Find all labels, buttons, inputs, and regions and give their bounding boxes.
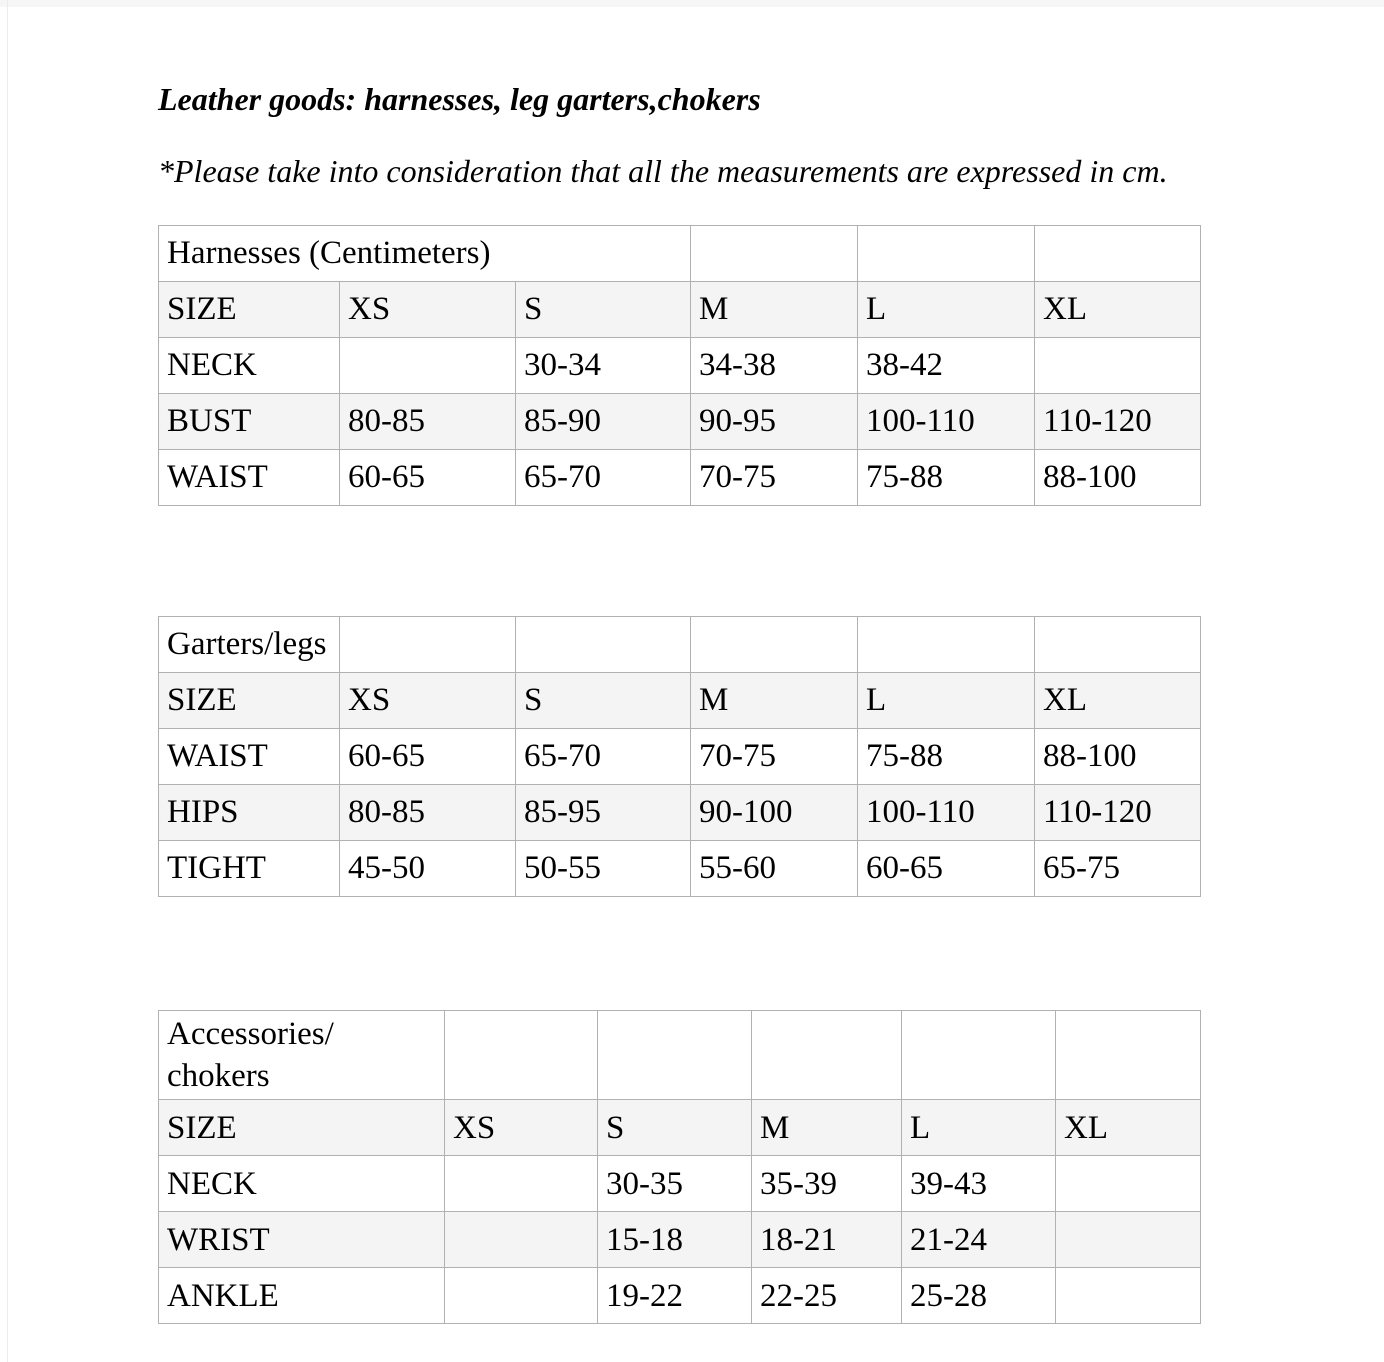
table-row [159, 729, 1201, 785]
measurement-cell: 85-90 [516, 394, 691, 450]
size-header-cell: SIZE [159, 282, 340, 338]
measurement-cell: 65-70 [516, 729, 691, 785]
measurement-cell: 30-34 [516, 338, 691, 394]
measurement-cell: 65-75 [1035, 841, 1201, 897]
page-top-band [0, 0, 1384, 7]
table-row [159, 282, 1201, 338]
measurement-cell [445, 1268, 598, 1324]
table-caption: Garters/legs [159, 617, 340, 673]
size-header-cell: XL [1035, 282, 1201, 338]
table-row [159, 1011, 1201, 1100]
row-label: NECK [159, 1156, 445, 1212]
measurement-cell: 18-21 [752, 1212, 902, 1268]
measurement-cell: 100-110 [858, 785, 1035, 841]
empty-cell [902, 1011, 1056, 1100]
size-header-cell: XL [1035, 673, 1201, 729]
measurement-cell: 70-75 [691, 729, 858, 785]
measurement-cell: 30-35 [598, 1156, 752, 1212]
garters-table [158, 616, 1201, 897]
empty-cell [1035, 226, 1201, 282]
measurement-cell: 110-120 [1035, 785, 1201, 841]
measurement-cell: 75-88 [858, 729, 1035, 785]
measurement-cell: 25-28 [902, 1268, 1056, 1324]
accessories-table [158, 1010, 1201, 1324]
table-row [159, 1268, 1201, 1324]
measurement-cell [1056, 1268, 1201, 1324]
size-header-cell: M [691, 673, 858, 729]
measurement-cell: 100-110 [858, 394, 1035, 450]
harnesses-table [158, 225, 1201, 506]
measurement-cell: 88-100 [1035, 450, 1201, 506]
measurement-cell: 60-65 [340, 450, 516, 506]
empty-cell [340, 617, 516, 673]
measurements-note: *Please take into consideration that all the measurements are expressed in cm. [158, 153, 1168, 189]
measurement-cell: 88-100 [1035, 729, 1201, 785]
row-label: HIPS [159, 785, 340, 841]
measurement-cell: 38-42 [858, 338, 1035, 394]
empty-cell [516, 617, 691, 673]
size-header-cell: SIZE [159, 1100, 445, 1156]
measurement-cell: 50-55 [516, 841, 691, 897]
empty-cell [445, 1011, 598, 1100]
row-label: NECK [159, 338, 340, 394]
size-header-cell: XS [340, 673, 516, 729]
page-title: Leather goods: harnesses, leg garters,chokers [158, 81, 761, 117]
measurement-cell [445, 1156, 598, 1212]
table-caption [159, 1011, 445, 1100]
table-row [159, 617, 1201, 673]
size-header-cell: M [752, 1100, 902, 1156]
measurement-cell: 55-60 [691, 841, 858, 897]
measurement-cell: 90-95 [691, 394, 858, 450]
measurement-cell [340, 338, 516, 394]
table-caption-line: chokers [167, 1058, 270, 1095]
table-row [159, 673, 1201, 729]
size-header-cell: XS [445, 1100, 598, 1156]
measurement-cell: 80-85 [340, 394, 516, 450]
table-caption-line: Accessories/ [167, 1016, 334, 1052]
measurement-cell: 75-88 [858, 450, 1035, 506]
measurement-cell: 60-65 [340, 729, 516, 785]
empty-cell [691, 226, 858, 282]
empty-cell [858, 617, 1035, 673]
empty-cell [858, 226, 1035, 282]
empty-cell [691, 617, 858, 673]
row-label: WAIST [159, 729, 340, 785]
size-header-cell: SIZE [159, 673, 340, 729]
measurement-cell [1035, 338, 1201, 394]
measurement-cell: 70-75 [691, 450, 858, 506]
table-row [159, 1100, 1201, 1156]
measurement-cell: 110-120 [1035, 394, 1201, 450]
size-header-cell: XS [340, 282, 516, 338]
measurement-cell [445, 1212, 598, 1268]
table-row [159, 226, 1201, 282]
measurement-cell: 45-50 [340, 841, 516, 897]
row-label: TIGHT [159, 841, 340, 897]
size-header-cell: XL [1056, 1100, 1201, 1156]
size-header-cell: L [858, 282, 1035, 338]
row-label: WAIST [159, 450, 340, 506]
size-header-cell: S [598, 1100, 752, 1156]
size-header-cell: L [902, 1100, 1056, 1156]
table-row [159, 841, 1201, 897]
measurement-cell [1056, 1212, 1201, 1268]
measurement-cell [1056, 1156, 1201, 1212]
table-row [159, 450, 1201, 506]
empty-cell [1035, 617, 1201, 673]
measurement-cell: 22-25 [752, 1268, 902, 1324]
size-header-cell: S [516, 282, 691, 338]
measurement-cell: 19-22 [598, 1268, 752, 1324]
measurement-cell: 15-18 [598, 1212, 752, 1268]
table-row [159, 394, 1201, 450]
measurement-cell: 35-39 [752, 1156, 902, 1212]
measurement-cell: 85-95 [516, 785, 691, 841]
measurement-cell: 21-24 [902, 1212, 1056, 1268]
empty-cell [752, 1011, 902, 1100]
measurement-cell: 90-100 [691, 785, 858, 841]
empty-cell [598, 1011, 752, 1100]
size-header-cell: S [516, 673, 691, 729]
size-header-cell: L [858, 673, 1035, 729]
row-label: WRIST [159, 1212, 445, 1268]
table-row [159, 1156, 1201, 1212]
measurement-cell: 80-85 [340, 785, 516, 841]
table-row [159, 785, 1201, 841]
table-caption: Harnesses (Centimeters) [159, 226, 691, 282]
table-row [159, 338, 1201, 394]
row-label: ANKLE [159, 1268, 445, 1324]
measurement-cell: 65-70 [516, 450, 691, 506]
page-edge-line [7, 0, 8, 1362]
row-label: BUST [159, 394, 340, 450]
measurement-cell: 34-38 [691, 338, 858, 394]
measurement-cell: 60-65 [858, 841, 1035, 897]
table-row [159, 1212, 1201, 1268]
empty-cell [1056, 1011, 1201, 1100]
size-header-cell: M [691, 282, 858, 338]
measurement-cell: 39-43 [902, 1156, 1056, 1212]
